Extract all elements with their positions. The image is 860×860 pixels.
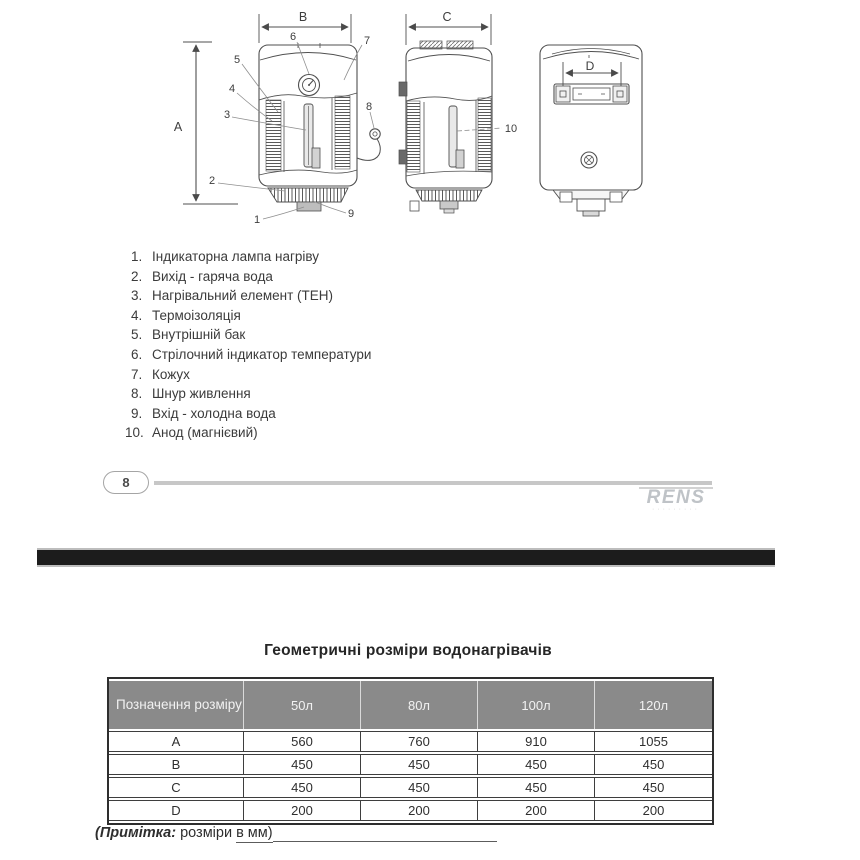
row-label: C xyxy=(109,777,243,798)
part-number: 7. xyxy=(131,366,143,382)
part-text: Нагрівальний елемент (ТЕН) xyxy=(152,288,334,304)
separator-bar xyxy=(37,548,775,567)
table-cell: 450 xyxy=(477,777,594,798)
part-text: Внутрішній бак xyxy=(152,327,246,343)
part-number: 10. xyxy=(125,425,144,441)
list-item xyxy=(131,325,551,345)
table-row xyxy=(109,731,712,752)
anode-bolt xyxy=(581,152,597,168)
note-underlined: в мм) xyxy=(236,825,273,841)
insulation-hatch-right xyxy=(335,96,350,169)
part-number: 4. xyxy=(131,307,143,323)
table-cell: 200 xyxy=(477,800,594,821)
part-text: Кожух xyxy=(152,366,190,382)
part-text: Вихід - гаряча вода xyxy=(152,268,273,284)
water-heater-side-view xyxy=(399,10,517,213)
side-pipe-fitting xyxy=(410,201,419,211)
table-cell: 450 xyxy=(360,754,477,775)
callout-1: 1 xyxy=(253,214,261,226)
part-number: 5. xyxy=(131,327,143,343)
footer-divider-line xyxy=(154,481,712,485)
table-cell: 200 xyxy=(243,800,360,821)
table-header-100l: 100л xyxy=(477,681,594,729)
table-header-50l: 50л xyxy=(243,681,360,729)
table-cell: 910 xyxy=(477,731,594,752)
rear-center-fitting xyxy=(577,199,605,211)
part-number: 3. xyxy=(131,288,143,304)
callout-8: 8 xyxy=(365,101,373,113)
power-cord xyxy=(357,129,380,161)
table-header-corner: Позначення розміру xyxy=(109,681,243,729)
top-fitting-hatch-1 xyxy=(420,41,442,49)
table-cell: 760 xyxy=(360,731,477,752)
page-number-badge: 8 xyxy=(103,471,149,494)
dim-label-c: C xyxy=(442,10,452,24)
list-item xyxy=(131,306,551,326)
table-row xyxy=(109,777,712,798)
table-cell: 450 xyxy=(243,754,360,775)
dim-label-a: A xyxy=(173,120,183,134)
top-fitting-hatch-2 xyxy=(447,41,473,49)
row-label: B xyxy=(109,754,243,775)
list-item xyxy=(131,286,551,306)
table-cell: 450 xyxy=(477,754,594,775)
table-row xyxy=(109,754,712,775)
dim-label-b: B xyxy=(298,10,308,24)
brand-logo-tagline: ········· xyxy=(652,506,700,513)
part-text: Стрілочний індикатор температури xyxy=(152,346,372,362)
note-prefix: (Примітка: xyxy=(95,825,177,841)
callout-5: 5 xyxy=(233,54,241,66)
brand-logo-text: RENS xyxy=(646,487,706,508)
power-cord-plug xyxy=(370,129,380,139)
callout-10: 10 xyxy=(504,123,518,135)
table-cell: 450 xyxy=(360,777,477,798)
brand-logo xyxy=(639,487,713,513)
table-row xyxy=(109,800,712,821)
list-item xyxy=(131,247,551,267)
callout-4: 4 xyxy=(228,83,236,95)
table-cell: 450 xyxy=(594,754,712,775)
parts-list xyxy=(125,247,551,443)
wall-bracket-tab-upper xyxy=(399,82,407,96)
table-header-80l: 80л xyxy=(360,681,477,729)
list-item xyxy=(131,384,551,404)
note-middle: розміри xyxy=(176,825,237,841)
mounting-bracket xyxy=(554,84,629,104)
wall-bracket-tab-lower xyxy=(399,150,407,164)
dimensions-table xyxy=(107,677,714,825)
part-text: Анод (магнієвий) xyxy=(152,425,258,441)
table-cell: 560 xyxy=(243,731,360,752)
table-header-120l: 120л xyxy=(594,681,712,729)
row-label: D xyxy=(109,800,243,821)
list-item xyxy=(131,267,551,287)
table-cell: 450 xyxy=(594,777,712,798)
insulation-hatch-side-right xyxy=(478,98,491,171)
row-label: A xyxy=(109,731,243,752)
list-item xyxy=(131,365,551,385)
table-cell: 200 xyxy=(360,800,477,821)
part-number: 8. xyxy=(131,386,143,402)
callout-2: 2 xyxy=(208,175,216,187)
part-number: 2. xyxy=(131,268,143,284)
part-number: 1. xyxy=(131,249,143,264)
bottom-cap-side xyxy=(416,190,482,201)
table-header-row xyxy=(109,681,712,729)
callout-7: 7 xyxy=(363,35,371,47)
note-blank-underline xyxy=(273,827,497,842)
insulation-hatch-left xyxy=(266,100,281,171)
water-heater-diagrams xyxy=(0,0,860,245)
part-text: Шнур живлення xyxy=(152,386,251,402)
water-heater-front-view xyxy=(174,10,380,226)
list-item xyxy=(131,404,551,424)
part-text: Індикаторна лампа нагріву xyxy=(152,249,320,264)
part-text: Вхід - холодна вода xyxy=(152,405,276,421)
table-cell: 1055 xyxy=(594,731,712,752)
list-item xyxy=(125,423,551,443)
callout-3: 3 xyxy=(223,109,231,121)
insulation-hatch-side-left xyxy=(407,101,420,172)
callout-9: 9 xyxy=(347,208,355,220)
callout-6: 6 xyxy=(289,31,297,43)
note xyxy=(95,825,497,842)
section-title: Геометричні розміри водонагрівачів xyxy=(264,642,552,659)
water-heater-rear-view xyxy=(540,45,642,216)
part-number: 6. xyxy=(131,346,143,362)
part-text: Термоізоляція xyxy=(152,307,241,323)
temperature-gauge xyxy=(299,75,320,96)
side-center-fitting xyxy=(440,201,458,209)
dim-label-d: D xyxy=(585,59,595,73)
list-item xyxy=(131,345,551,365)
table-cell: 450 xyxy=(243,777,360,798)
table-cell: 200 xyxy=(594,800,712,821)
part-number: 9. xyxy=(131,405,143,421)
